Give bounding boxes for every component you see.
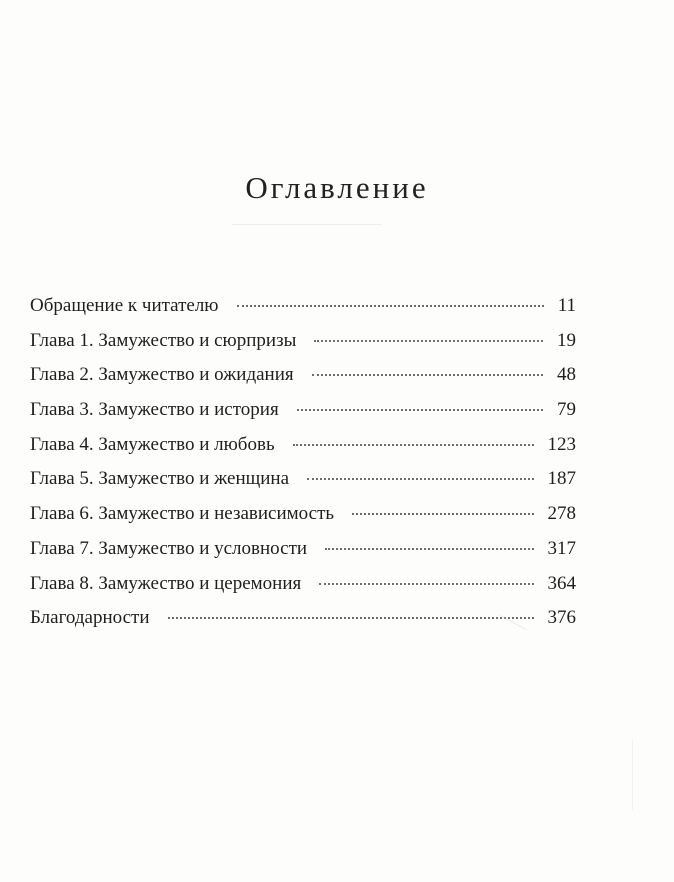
- toc-entry-page: 48: [557, 364, 576, 386]
- toc-entry: [30, 467, 576, 502]
- toc-entry-page: 79: [557, 399, 576, 421]
- dot-leader: [312, 374, 543, 376]
- toc-entry-label: Глава 6. Замужество и независимость: [30, 503, 335, 525]
- dot-leader: [314, 340, 543, 342]
- toc-entry: [30, 502, 576, 537]
- toc-entry-label: Глава 7. Замужество и условности: [30, 537, 308, 559]
- dot-leader: [297, 409, 543, 411]
- toc-entry: [30, 606, 576, 641]
- toc-entry: [30, 363, 576, 398]
- toc-entry-page: 278: [547, 503, 576, 525]
- dot-leader: [293, 444, 534, 446]
- toc-entry: [30, 572, 576, 607]
- toc-entry-label: Глава 5. Замужество и женщина: [30, 468, 290, 490]
- toc-entry-page: 19: [557, 329, 576, 351]
- dot-leader: [168, 617, 534, 619]
- dot-leader: [325, 548, 533, 550]
- dot-leader: [237, 305, 544, 307]
- toc-entry: [30, 537, 576, 572]
- toc-entry: [30, 398, 576, 433]
- toc-entry-label: Обращение к читателю: [30, 295, 219, 316]
- toc-title: Оглавление: [245, 170, 429, 205]
- toc-entry: [30, 433, 576, 468]
- dot-leader: [307, 478, 533, 480]
- scan-artifact: [632, 740, 633, 810]
- toc-entry-page: 364: [547, 572, 576, 594]
- toc-entry-label: Глава 4. Замужество и любовь: [30, 433, 275, 455]
- toc-entry-label: Глава 8. Замужество и церемония: [30, 572, 302, 594]
- toc-entry: [30, 294, 576, 329]
- toc-entry-page: 317: [547, 537, 576, 559]
- toc-entry-page: 376: [547, 607, 576, 629]
- toc-entry-page: 187: [547, 468, 576, 490]
- dot-leader: [319, 583, 533, 585]
- toc-entry-label: Благодарности: [30, 607, 150, 629]
- toc-entry-label: Глава 3. Замужество и история: [30, 399, 279, 421]
- toc-entry-label: Глава 1. Замужество и сюрпризы: [30, 329, 297, 351]
- table-of-contents: [30, 294, 576, 641]
- toc-entry-page: 11: [557, 295, 576, 316]
- toc-entry-label: Глава 2. Замужество и ожидания: [30, 364, 294, 386]
- toc-entry-page: 123: [547, 433, 576, 455]
- toc-entry: [30, 329, 576, 364]
- scan-artifact: [232, 224, 382, 225]
- dot-leader: [352, 513, 533, 515]
